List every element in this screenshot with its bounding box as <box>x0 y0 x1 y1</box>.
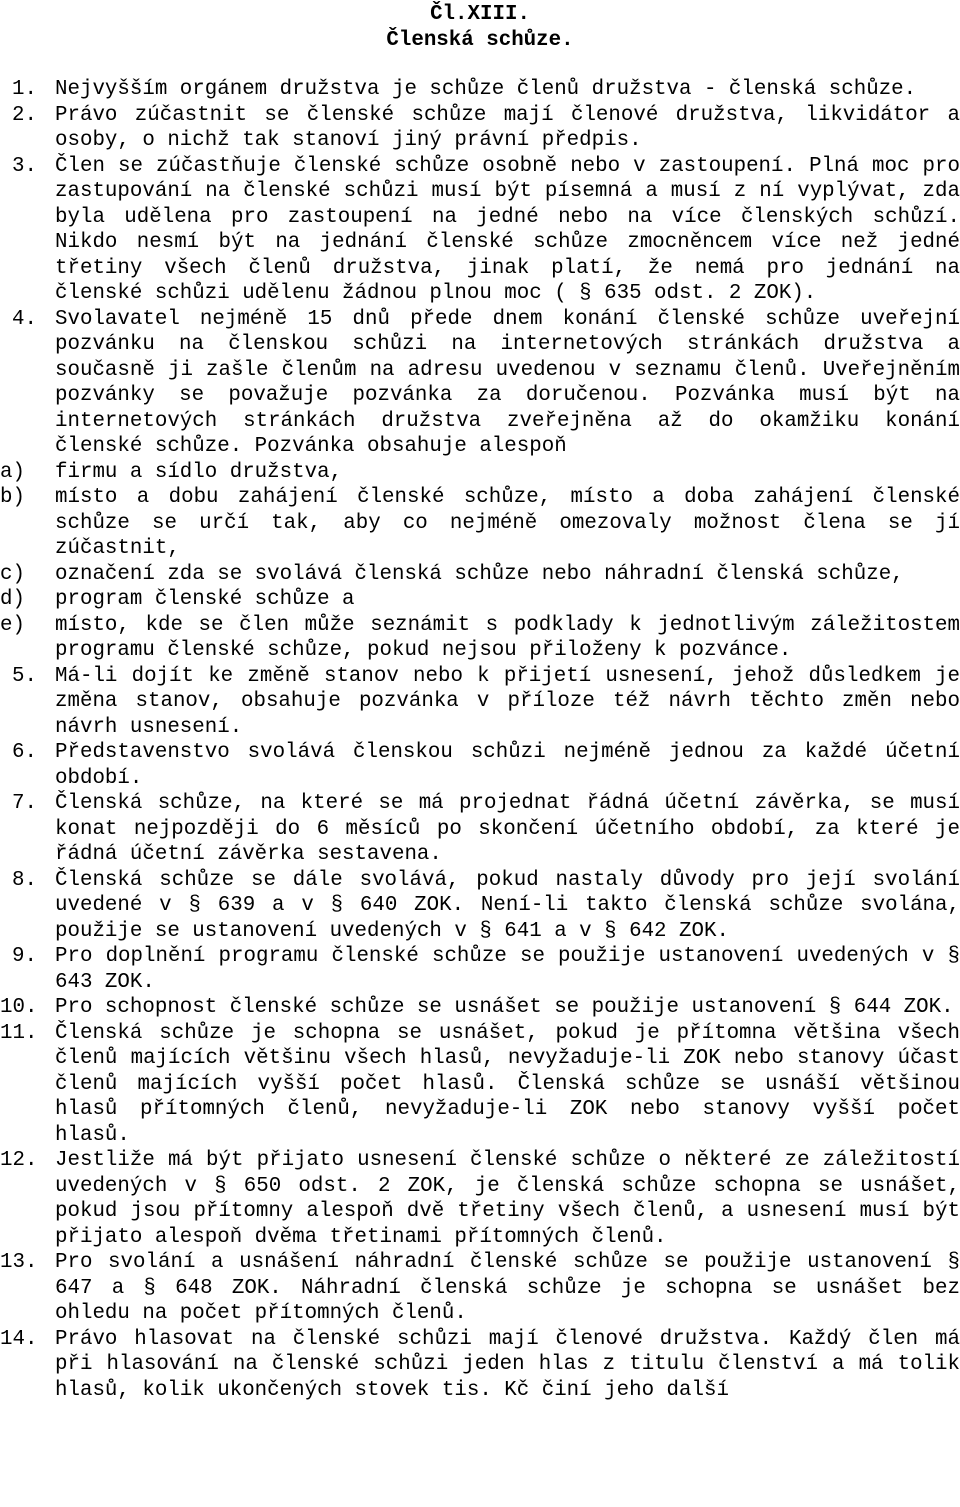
item-text: Svolavatel nejméně 15 dnů přede dnem konání členské schůze uveřejní pozvánku na členskou schůzi na internetových stránkách družstva a současně ji zašle členům na adresu uvedenou v seznamu členů. Uveřejněním pozvánky se považuje pozvánka za doručenou. Pozvánka musí být na internetových stránkách družstva zveřejněna až do okamžiku konání členské schůze. Pozvánka obsahuje alespoň <box>55 307 960 458</box>
list-item <box>0 1250 960 1327</box>
list-item <box>0 740 960 791</box>
item-text: Představenstvo svolává členskou schůzi nejméně jednou za každé účetní období. <box>55 741 960 790</box>
list-item <box>0 995 960 1021</box>
sub-item-text: místo a dobu zahájení členské schůze, místo a doba zahájení členské schůze se určí tak, aby co nejméně omezovaly možnost člena se jí zúčastnit, <box>55 486 960 560</box>
list-item <box>0 664 960 741</box>
sub-item-text: firmu a sídlo družstva, <box>55 460 343 484</box>
item-number: 12. <box>0 1149 38 1172</box>
list-item <box>0 1327 960 1404</box>
sub-item-text: program členské schůze a <box>55 588 355 611</box>
item-text: Má-li dojít ke změně stanov nebo k přijetí usnesení, jehož důsledkem je změna stanov, obsahuje pozvánka v příloze též návrh těchto změn nebo návrh usnesení. <box>55 664 960 739</box>
item-number: 13. <box>0 1251 38 1274</box>
article-body <box>0 77 960 1403</box>
article-number: Čl.XIII. <box>430 3 530 26</box>
list-item <box>0 103 960 154</box>
sub-item-text: místo, kde se člen může seznámit s podklady k jednotlivým záležitostem programu členské schůze, pokud nejsou přiloženy k pozvánce. <box>55 613 960 662</box>
item-text: Členská schůze se dále svolává, pokud nastaly důvody pro její svolání uvedené v § 639 a v § 640 ZOK. Není-li takto členská schůze svolána, použije se ustanovení uvedených v § 641 a v § 642 ZOK. <box>55 868 960 943</box>
item-number: 6. <box>12 741 37 764</box>
sub-item-label: d) <box>0 588 25 611</box>
item-number: 5. <box>12 664 37 688</box>
sub-item <box>0 562 960 588</box>
item-text: Pro schopnost členské schůze se usnášet se použije ustanovení § 644 ZOK. <box>55 996 954 1019</box>
item-text: Členská schůze, na které se má projednat řádná účetní závěrka, se musí konat nejpozději do 6 měsíců po skončení účetního období, za které je řádná účetní závěrka sestavena. <box>55 792 960 866</box>
list-item <box>0 791 960 868</box>
item-number: 3. <box>12 154 37 178</box>
item-text: Nejvyšším orgánem družstva je schůze členů družstva - členská schůze. <box>55 78 917 101</box>
item-text: Jestliže má být přijato usnesení členské schůze o některé ze záležitostí uvedených v § 650 odst. 2 ZOK, je členská schůze schopna se usnášet, pokud jsou přítomny alespoň dvě třetiny všech členů, a usnesení musí být přijato alespoň dvěma třetinami přítomných členů. <box>55 1149 960 1249</box>
sub-item-label: c) <box>0 562 25 586</box>
list-item <box>0 1021 960 1149</box>
item-number: 1. <box>12 78 37 101</box>
list-item <box>0 154 960 307</box>
list-item <box>0 868 960 945</box>
item-number: 10. <box>0 996 38 1019</box>
article-title: Členská schůze. <box>386 29 574 52</box>
list-item <box>0 944 960 995</box>
item-text: Právo zúčastnit se členské schůze mají členové družstva, likvidátor a osoby, o nichž tak stanoví jiný právní předpis. <box>55 103 960 152</box>
item-number: 11. <box>0 1021 38 1045</box>
sub-item <box>0 460 960 486</box>
item-number: 7. <box>12 792 37 815</box>
sub-item <box>0 587 960 613</box>
item-text: Člen se zúčastňuje členské schůze osobně nebo v zastoupení. Plná moc pro zastupování na členské schůzi musí být písemná a musí z ní vyplývat, zda byla udělena pro zastoupení na jedné nebo na více členských schůzí. Nikdo nesmí být na jednání členské schůze zmocněncem více než jedné třetiny všech členů družstva, jinak platí, že nemá pro jednání na členské schůzi udělenu žádnou plnou moc ( § 635 odst. 2 ZOK). <box>55 154 960 305</box>
item-number: 4. <box>12 307 37 331</box>
item-text: Pro svolání a usnášení náhradní členské schůze se použije ustanovení § 647 a § 648 ZOK. Náhradní členská schůze je schopna se usnášet bez ohledu na počet přítomných členů. <box>55 1251 960 1325</box>
item-number: 8. <box>12 868 37 892</box>
item-text: Právo hlasovat na členské schůzi mají členové družstva. Každý člen má při hlasování na členské schůzi jeden hlas z titulu členství a má tolik hlasů, kolik ukončených stovek tis. Kč činí jeho další <box>55 1327 960 1402</box>
sub-item-label: a) <box>0 460 25 484</box>
item-number: 2. <box>12 103 37 127</box>
item-number: 9. <box>12 945 37 968</box>
item-number: 14. <box>0 1327 38 1351</box>
sub-item-text: označení zda se svolává členská schůze nebo náhradní členská schůze, <box>55 562 904 586</box>
list-item <box>0 77 960 103</box>
item-text: Členská schůze je schopna se usnášet, pokud je přítomna většina všech členů majících většinu všech hlasů, nevyžaduje-li ZOK nebo stanovy účast členů majících vyšší počet hlasů. Členská schůze se usnáší většinou hlasů přítomných členů, nevyžaduje-li ZOK nebo stanovy vyšší počet hlasů. <box>55 1021 960 1147</box>
list-item <box>0 1148 960 1250</box>
item-text: Pro doplnění programu členské schůze se použije ustanovení uvedených v § 643 ZOK. <box>55 945 960 994</box>
sub-item <box>0 485 960 562</box>
sub-item-label: e) <box>0 613 25 637</box>
list-item <box>0 307 960 460</box>
sub-item <box>0 613 960 664</box>
sub-item-label: b) <box>0 486 25 509</box>
